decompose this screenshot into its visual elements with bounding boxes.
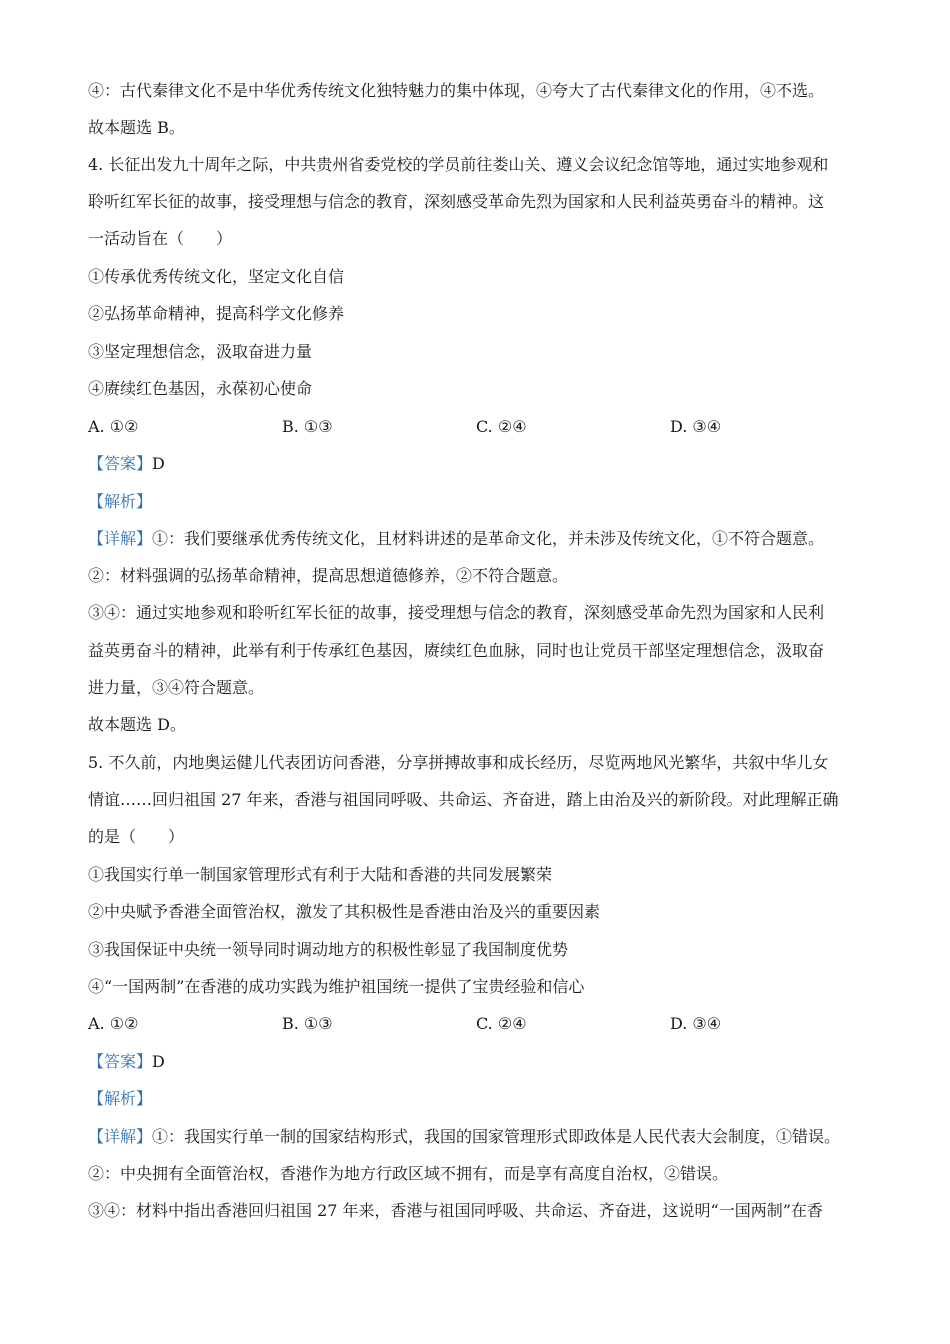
q3-conclusion: 故本题选 B。 [88,118,185,137]
q5-option-d: D. ③④ [670,1014,722,1033]
q5-answer-value: D [152,1052,165,1071]
q5-answer-tag: 【答案】 [88,1052,153,1071]
q4-item-3: ③坚定理想信念，汲取奋进力量 [88,342,313,361]
q4-detail-text-1: ①：我们要继承优秀传统文化，且材料讲述的是革命文化，并未涉及传统文化，①不符合题意。 [152,529,825,548]
q4-stem-line-3: 一活动旨在（ ） [88,229,233,248]
q5-options [88,1013,878,1035]
q4-option-d: D. ③④ [670,417,722,436]
q4-answer-value: D [152,454,165,473]
q5-analysis-tag: 【解析】 [88,1089,153,1108]
q4-detail-line-1 [88,528,878,550]
q4-detail-line-5: 进力量，③④符合题意。 [88,678,265,697]
q4-item-1: ①传承优秀传统文化，坚定文化自信 [88,267,345,286]
q4-item-2: ②弘扬革命精神，提高科学文化修养 [88,304,345,323]
q4-option-b: B. ①③ [282,417,333,436]
q5-detail-text-1: ①：我国实行单一制的国家结构形式，我国的国家管理形式即政体是人民代表大会制度，①错误。 [152,1127,841,1146]
q4-answer [88,453,878,475]
q4-detail-tag: 【详解】 [88,529,153,548]
q4-answer-tag: 【答案】 [88,454,153,473]
q5-analysis-heading [88,1088,878,1110]
q5-item-1: ①我国实行单一制国家管理形式有利于大陆和香港的共同发展繁荣 [88,865,553,884]
q4-detail-line-2: ②：材料强调的弘扬革命精神，提高思想道德修养，②不符合题意。 [88,566,569,585]
q5-option-b: B. ①③ [282,1014,333,1033]
q4-stem-line-1: 4. 长征出发九十周年之际，中共贵州省委党校的学员前往娄山关、遵义会议纪念馆等地，通过实地参观和 [88,155,829,174]
q5-stem-line-2: 情谊……回归祖国 27 年来，香港与祖国同呼吸、共命运、齐奋进，踏上由治及兴的新阶段。对此理解正确 [88,790,839,809]
q4-analysis-heading [88,491,878,513]
q5-stem-line-3: 的是（ ） [88,827,185,846]
q5-item-4: ④“一国两制”在香港的成功实践为维护祖国统一提供了宝贵经验和信心 [88,977,585,996]
q4-option-a: A. ①② [88,417,139,436]
q5-option-c: C. ②④ [476,1014,527,1033]
q4-conclusion: 故本题选 D。 [88,715,186,734]
q4-detail-line-4: 益英勇奋斗的精神，此举有利于传承红色基因，赓续红色血脉，同时也让党员干部坚定理想信念，汲取奋 [88,641,825,660]
q5-detail-line-2: ②：中央拥有全面管治权，香港作为地方行政区域不拥有，而是享有高度自治权，②错误。 [88,1164,729,1183]
q4-analysis-tag: 【解析】 [88,492,153,511]
q4-stem-line-2: 聆听红军长征的故事，接受理想与信念的教育，深刻感受革命先烈为国家和人民利益英勇奋斗的精神。这 [88,192,825,211]
q4-item-4: ④赓续红色基因，永葆初心使命 [88,379,313,398]
q5-stem-line-1: 5. 不久前，内地奥运健儿代表团访问香港，分享拼搏故事和成长经历，尽览两地风光繁华，共叙中华儿女 [88,753,829,772]
q5-item-3: ③我国保证中央统一领导同时调动地方的积极性彰显了我国制度优势 [88,940,569,959]
q5-detail-line-3: ③④：材料中指出香港回归祖国 27 年来，香港与祖国同呼吸、共命运、齐奋进，这说明“一国两制”在香 [88,1201,823,1220]
q4-option-c: C. ②④ [476,417,527,436]
q3-analysis-line: ④：古代秦律文化不是中华优秀传统文化独特魅力的集中体现，④夸大了古代秦律文化的作用，④不选。 [88,81,825,100]
q4-options [88,416,878,438]
q5-answer [88,1051,878,1073]
q4-detail-line-3: ③④：通过实地参观和聆听红军长征的故事，接受理想与信念的教育，深刻感受革命先烈为国家和人民利 [88,603,825,622]
q5-item-2: ②中央赋予香港全面管治权，激发了其积极性是香港由治及兴的重要因素 [88,902,601,921]
q5-option-a: A. ①② [88,1014,139,1033]
q5-detail-tag: 【详解】 [88,1127,153,1146]
q5-detail-line-1 [88,1126,878,1148]
